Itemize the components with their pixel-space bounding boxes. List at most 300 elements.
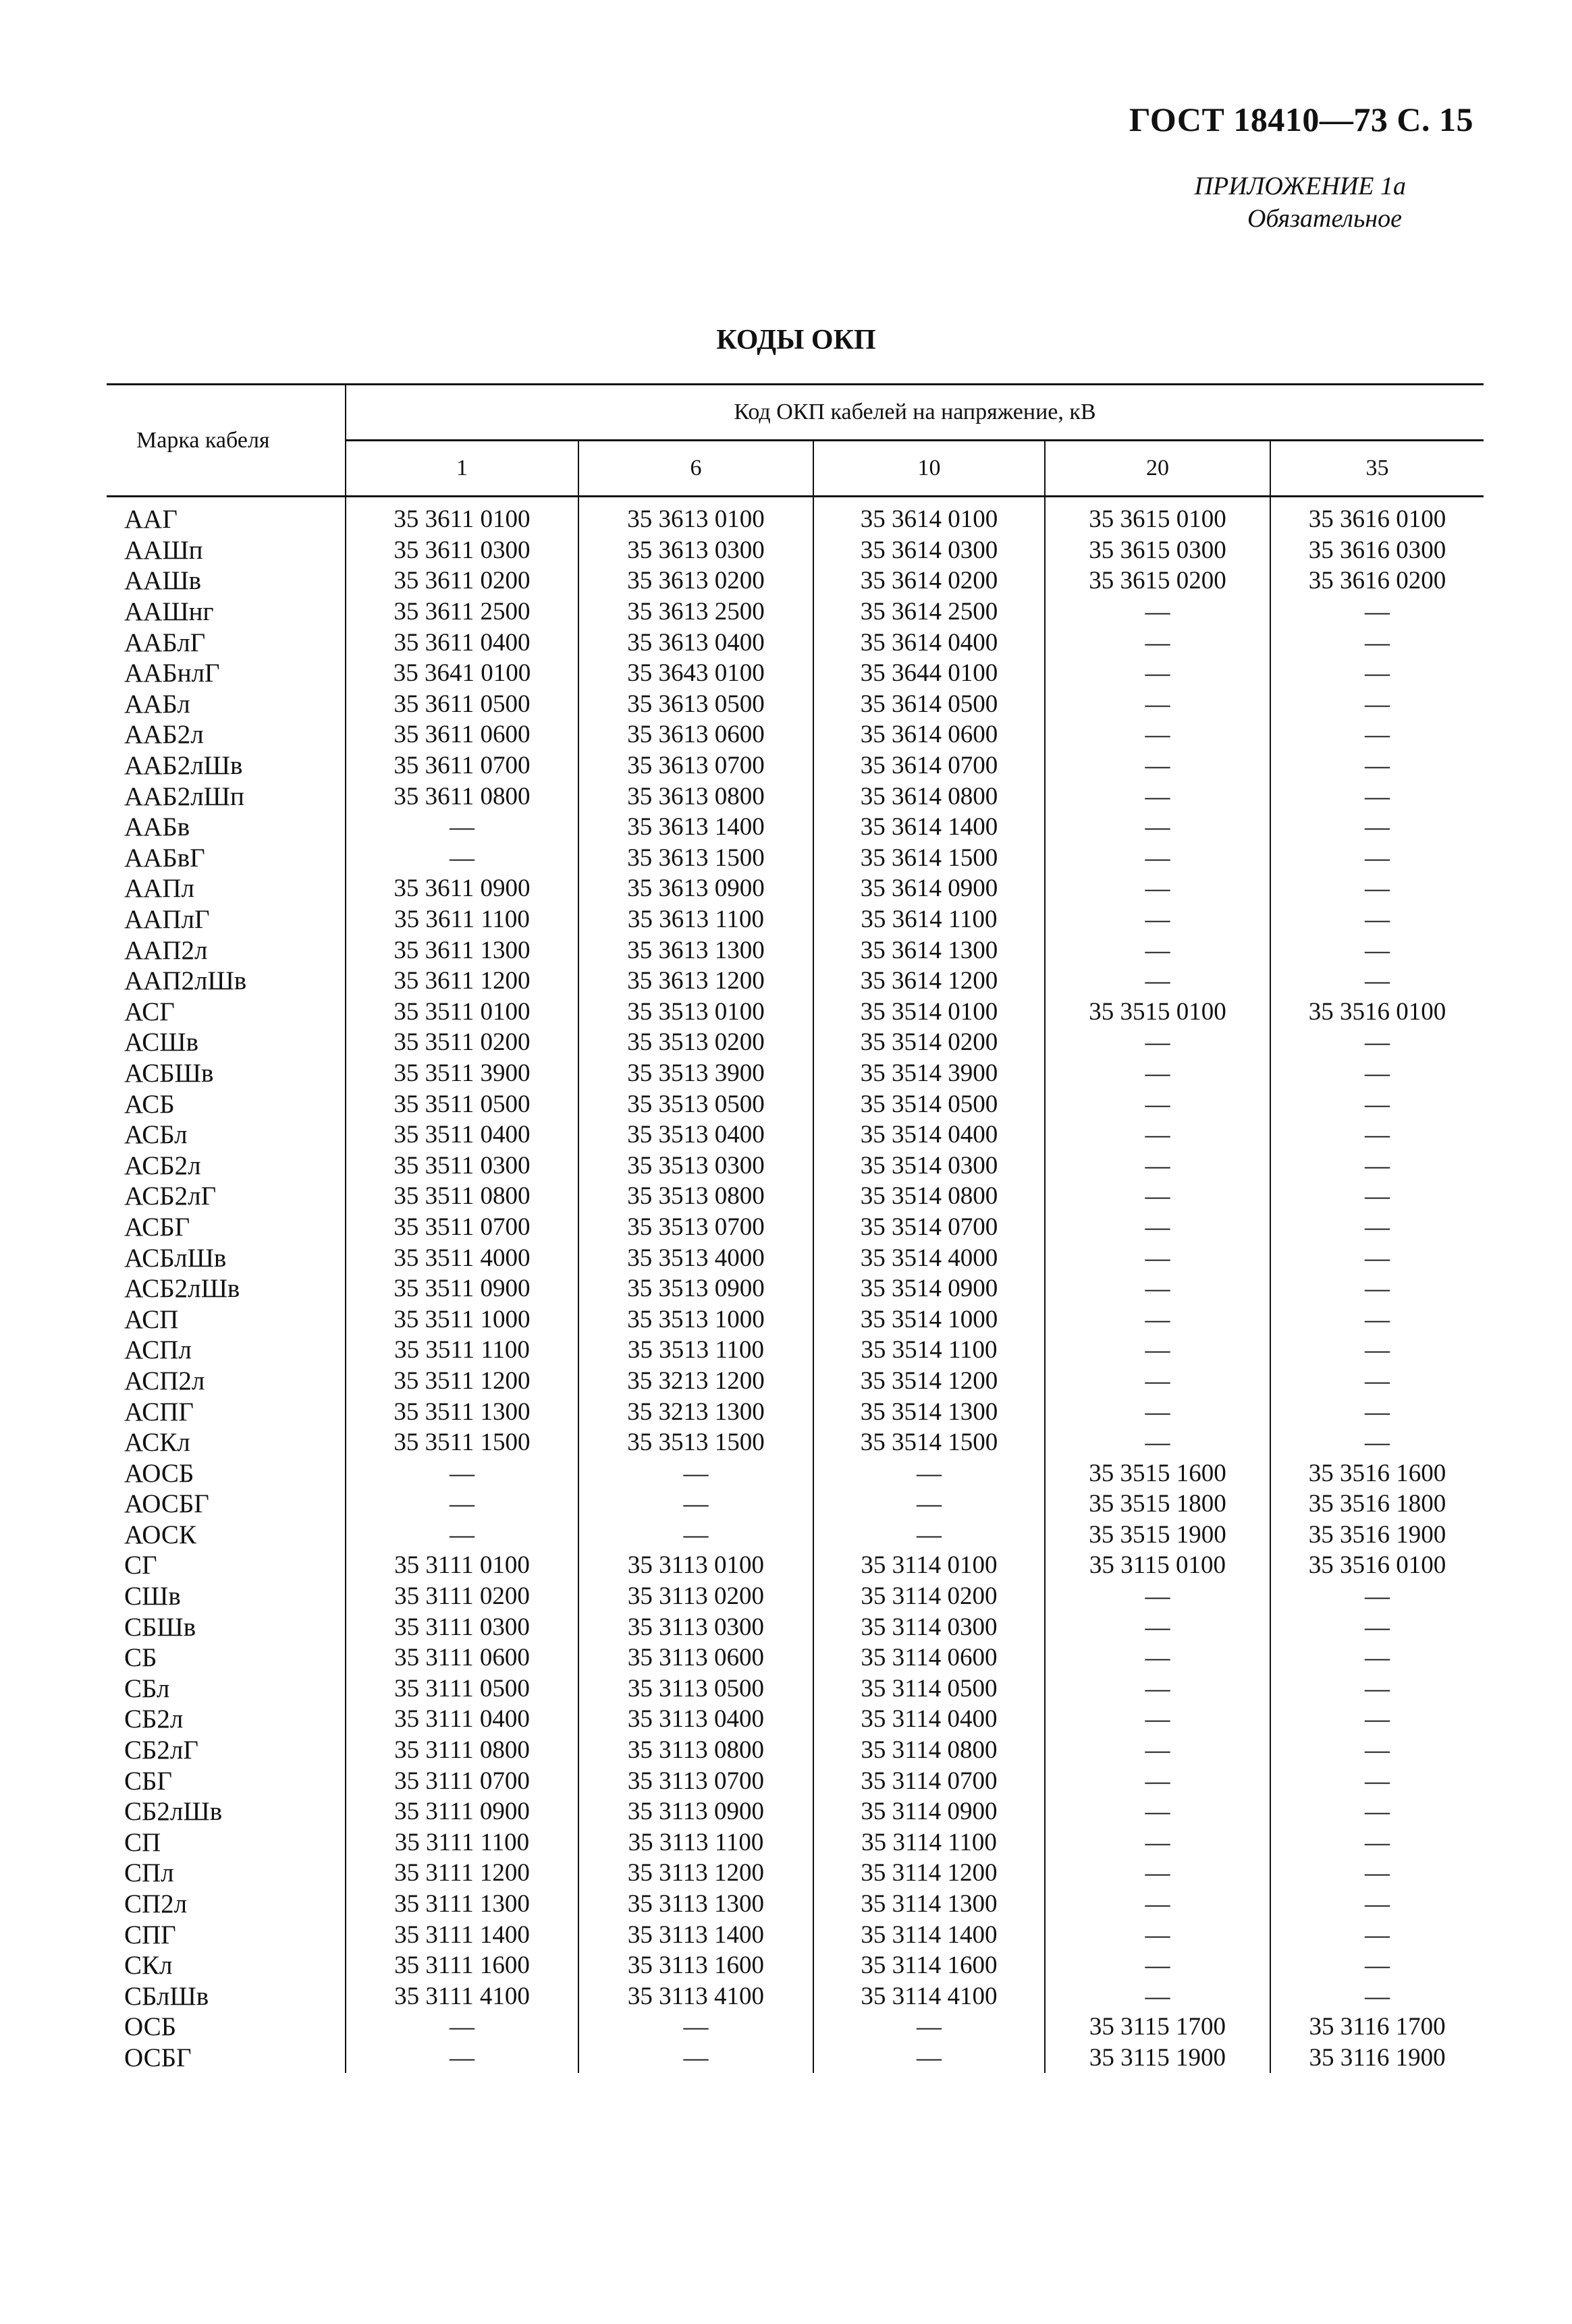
table-row <box>107 1858 1484 1889</box>
cable-brand-cell: АОСБГ <box>107 1489 346 1520</box>
okp-code-cell: 35 3114 0600 <box>813 1642 1045 1673</box>
okp-code-cell: — <box>1045 1088 1270 1119</box>
table-row <box>107 1581 1484 1612</box>
okp-code-cell: 35 3613 0500 <box>578 689 813 720</box>
okp-code-cell: 35 3514 1100 <box>813 1335 1045 1366</box>
okp-code-cell: 35 3613 1500 <box>578 843 813 874</box>
cable-brand-cell: СБШв <box>107 1611 346 1642</box>
okp-code-cell: 35 3514 1200 <box>813 1366 1045 1397</box>
okp-code-cell: 35 3513 0700 <box>578 1212 813 1243</box>
okp-code-cell: 35 3611 1300 <box>346 935 578 966</box>
okp-code-cell: 35 3614 1300 <box>813 935 1045 966</box>
okp-code-cell: 35 3111 0500 <box>346 1673 578 1705</box>
okp-code-cell: — <box>1365 1028 1390 1057</box>
voltage-column-header: 6 <box>578 441 813 497</box>
table-row <box>107 1242 1484 1273</box>
table-row <box>107 1981 1484 2012</box>
okp-code-cell: 35 3513 1500 <box>578 1427 813 1458</box>
okp-code-cell: 35 3513 0500 <box>578 1088 813 1119</box>
okp-code-cell: 35 3514 0900 <box>813 1273 1045 1304</box>
okp-code-cell: 35 3513 0200 <box>578 1027 813 1058</box>
okp-code-cell: — <box>1045 873 1270 904</box>
cable-brand-cell: СПл <box>107 1858 346 1889</box>
table-row <box>107 1611 1484 1642</box>
okp-code-cell: 35 3611 2500 <box>346 597 578 628</box>
okp-code-cell: 35 3115 0100 <box>1045 1550 1270 1581</box>
table-row <box>107 597 1484 628</box>
table-row <box>107 1796 1484 1827</box>
okp-code-cell: — <box>1365 813 1390 841</box>
appendix-label <box>1195 170 1406 235</box>
okp-code-cell: — <box>1045 966 1270 997</box>
table-row <box>107 565 1484 597</box>
okp-code-cell: 35 3114 1400 <box>813 1919 1045 1950</box>
okp-code-cell: — <box>813 2043 1045 2074</box>
table-row <box>107 689 1484 720</box>
okp-code-cell: — <box>1365 752 1390 780</box>
cable-brand-cell: АСПл <box>107 1335 346 1366</box>
cable-brand-cell: ААПлГ <box>107 904 346 935</box>
cable-brand-cell: ААШп <box>107 535 346 566</box>
okp-code-cell: 35 3643 0100 <box>578 658 813 689</box>
okp-code-cell: 35 3514 0300 <box>813 1150 1045 1181</box>
table-row <box>107 1366 1484 1397</box>
cable-brand-cell: АСБШв <box>107 1058 346 1089</box>
okp-code-cell: — <box>1045 1304 1270 1335</box>
okp-code-cell: — <box>578 1520 813 1551</box>
okp-code-cell: 35 3613 1100 <box>578 904 813 935</box>
okp-code-cell: 35 3511 1200 <box>346 1366 578 1397</box>
table-row <box>107 2043 1484 2074</box>
table-row <box>107 627 1484 658</box>
okp-code-cell: — <box>346 1458 578 1489</box>
okp-code-cell: 35 3111 4100 <box>346 1981 578 2012</box>
okp-code-cell: — <box>1365 1644 1390 1672</box>
okp-code-cell: — <box>578 2012 813 2043</box>
okp-code-cell: 35 3111 1400 <box>346 1919 578 1950</box>
okp-code-cell: 35 3514 3900 <box>813 1058 1045 1089</box>
okp-code-cell: — <box>1365 1182 1390 1211</box>
cable-brand-cell: ОСБГ <box>107 2043 346 2074</box>
cable-brand-cell: СП2л <box>107 1889 346 1920</box>
okp-code-cell: 35 3111 0200 <box>346 1581 578 1612</box>
okp-code-cell: 35 3114 1100 <box>813 1827 1045 1858</box>
okp-code-cell: 35 3514 0100 <box>813 997 1045 1028</box>
okp-code-cell: — <box>1365 782 1390 810</box>
okp-code-cell: 35 3611 0300 <box>346 535 578 566</box>
okp-code-cell: 35 3611 0200 <box>346 565 578 597</box>
cable-brand-cell: АОСБ <box>107 1458 346 1489</box>
okp-code-cell: — <box>1045 1119 1270 1151</box>
okp-code-cell: 35 3613 2500 <box>578 597 813 628</box>
voltage-column-header: 1 <box>346 441 578 497</box>
voltage-column-header: 35 <box>1270 441 1484 497</box>
okp-code-cell: — <box>1365 1674 1390 1703</box>
okp-code-cell: — <box>1365 1366 1390 1395</box>
cable-brand-cell: ААБл <box>107 689 346 720</box>
table-row <box>107 658 1484 689</box>
okp-code-cell: — <box>1045 1642 1270 1673</box>
okp-code-cell: 35 3611 0100 <box>346 497 578 535</box>
table-row <box>107 1520 1484 1551</box>
okp-code-cell: — <box>813 1458 1045 1489</box>
okp-code-cell: — <box>1045 1581 1270 1612</box>
okp-code-cell: — <box>1365 721 1390 749</box>
okp-code-cell: 35 3113 0500 <box>578 1673 813 1705</box>
okp-code-cell: 35 3114 0500 <box>813 1673 1045 1705</box>
table-row <box>107 1704 1484 1735</box>
table-row <box>107 935 1484 966</box>
okp-code-cell: — <box>578 2043 813 2074</box>
okp-code-cell: — <box>346 843 578 874</box>
okp-code-cell: 35 3613 0100 <box>578 497 813 535</box>
okp-code-cell: 35 3613 0600 <box>578 719 813 750</box>
okp-code-cell: 35 3613 1400 <box>578 812 813 843</box>
okp-code-cell: 35 3513 0300 <box>578 1150 813 1181</box>
okp-code-cell: 35 3111 0400 <box>346 1704 578 1735</box>
okp-code-cell: 35 3113 0800 <box>578 1735 813 1766</box>
table-row <box>107 1396 1484 1427</box>
okp-code-cell: — <box>1365 875 1390 903</box>
okp-code-cell: 35 3511 1100 <box>346 1335 578 1366</box>
okp-code-cell: — <box>1045 1919 1270 1950</box>
table-body <box>107 497 1484 2074</box>
okp-code-cell: 35 3111 0600 <box>346 1642 578 1673</box>
okp-code-cell: — <box>1045 627 1270 658</box>
okp-code-cell: 35 3516 1600 <box>1308 1459 1446 1487</box>
cable-brand-cell: СБГ <box>107 1765 346 1796</box>
okp-code-cell: — <box>1365 1336 1390 1364</box>
okp-code-cell: — <box>1365 1429 1390 1457</box>
okp-code-cell: — <box>1045 812 1270 843</box>
table-row <box>107 1642 1484 1673</box>
okp-code-cell: 35 3114 0100 <box>813 1550 1045 1581</box>
okp-code-cell: — <box>1365 1767 1390 1795</box>
okp-code-cell: 35 3644 0100 <box>813 658 1045 689</box>
table-row <box>107 1212 1484 1243</box>
okp-code-cell: 35 3511 0700 <box>346 1212 578 1243</box>
okp-code-cell: — <box>1365 1398 1390 1426</box>
table-row <box>107 997 1484 1028</box>
okp-code-cell: 35 3114 0900 <box>813 1796 1045 1827</box>
cable-brand-cell: СП <box>107 1827 346 1858</box>
okp-code-cell: 35 3113 0200 <box>578 1581 813 1612</box>
okp-code-cell: — <box>1045 1427 1270 1458</box>
cable-brand-cell: СШв <box>107 1581 346 1612</box>
cable-brand-cell: АСШв <box>107 1027 346 1058</box>
okp-code-cell: 35 3614 0600 <box>813 719 1045 750</box>
table-row <box>107 1181 1484 1212</box>
okp-code-cell: — <box>1045 1796 1270 1827</box>
table-row <box>107 1489 1484 1520</box>
okp-code-cell: — <box>1045 1212 1270 1243</box>
okp-code-cell: 35 3511 0500 <box>346 1088 578 1119</box>
okp-code-cell: 35 3614 1400 <box>813 812 1045 843</box>
okp-code-cell: — <box>1045 597 1270 628</box>
okp-code-cell: 35 3114 0700 <box>813 1765 1045 1796</box>
cable-brand-cell: СБ2лГ <box>107 1735 346 1766</box>
okp-code-cell: 35 3613 1200 <box>578 966 813 997</box>
okp-code-cell: 35 3115 1700 <box>1045 2012 1270 2043</box>
table-row <box>107 812 1484 843</box>
okp-code-cell: — <box>1365 1859 1390 1887</box>
voltage-column-header: 20 <box>1045 441 1270 497</box>
okp-code-cell: — <box>1045 1673 1270 1705</box>
okp-code-cell: — <box>1365 1582 1390 1611</box>
cable-brand-cell: ААБнлГ <box>107 658 346 689</box>
table-row <box>107 1919 1484 1950</box>
okp-code-cell: — <box>1045 1858 1270 1889</box>
okp-code-cell: 35 3116 1700 <box>1309 2013 1446 2041</box>
okp-code-cell: 35 3616 0100 <box>1308 505 1446 534</box>
table-row <box>107 1027 1484 1058</box>
okp-code-cell: 35 3516 0100 <box>1308 997 1446 1026</box>
okp-code-cell: — <box>813 1520 1045 1551</box>
okp-code-cell: 35 3514 0500 <box>813 1088 1045 1119</box>
okp-code-cell: 35 3113 0100 <box>578 1550 813 1581</box>
okp-code-cell: 35 3613 0700 <box>578 750 813 781</box>
table-row <box>107 1673 1484 1705</box>
table-row <box>107 1827 1484 1858</box>
okp-code-cell: 35 3213 1300 <box>578 1396 813 1427</box>
okp-code-cell: — <box>1365 936 1390 964</box>
table-row <box>107 497 1484 535</box>
okp-code-cell: 35 3511 0800 <box>346 1181 578 1212</box>
table-row <box>107 1458 1484 1489</box>
table-row <box>107 750 1484 781</box>
okp-code-cell: — <box>346 812 578 843</box>
okp-code-cell: — <box>1365 1952 1390 1980</box>
okp-code-cell: — <box>1045 1335 1270 1366</box>
okp-code-cell: 35 3213 1200 <box>578 1366 813 1397</box>
okp-code-cell: 35 3515 1800 <box>1045 1489 1270 1520</box>
okp-code-cell: 35 3511 0200 <box>346 1027 578 1058</box>
okp-code-cell: 35 3113 0700 <box>578 1765 813 1796</box>
table-row <box>107 1058 1484 1089</box>
page-header: ГОСТ 18410—73 С. 15 <box>1129 101 1473 138</box>
voltage-group-header: Код ОКП кабелей на напряжение, кВ <box>346 385 1484 441</box>
table-row <box>107 1950 1484 1981</box>
cable-brand-cell: АСБ <box>107 1088 346 1119</box>
okp-code-cell: 35 3514 1000 <box>813 1304 1045 1335</box>
okp-code-cell: — <box>1045 1027 1270 1058</box>
cable-brand-cell: АСПГ <box>107 1396 346 1427</box>
okp-code-cell: 35 3616 0200 <box>1308 567 1446 595</box>
okp-code-cell: — <box>1045 1366 1270 1397</box>
okp-code-cell: 35 3613 0900 <box>578 873 813 904</box>
okp-code-cell: 35 3516 0100 <box>1308 1551 1446 1580</box>
okp-code-cell: — <box>1365 1151 1390 1180</box>
okp-code-cell: — <box>1045 1611 1270 1642</box>
okp-code-cell: — <box>1045 1765 1270 1796</box>
cable-brand-cell: СБлШв <box>107 1981 346 2012</box>
okp-code-cell: — <box>346 1489 578 1520</box>
okp-code-cell: 35 3114 0800 <box>813 1735 1045 1766</box>
okp-code-cell: 35 3614 0500 <box>813 689 1045 720</box>
table-row <box>107 1335 1484 1366</box>
okp-code-cell: 35 3115 1900 <box>1045 2043 1270 2074</box>
okp-code-cell: 35 3111 0900 <box>346 1796 578 1827</box>
cable-brand-cell: ААБлГ <box>107 627 346 658</box>
okp-code-cell: 35 3611 0900 <box>346 873 578 904</box>
okp-code-cell: — <box>1365 1613 1390 1641</box>
okp-code-cell: — <box>1045 658 1270 689</box>
table-row <box>107 1889 1484 1920</box>
okp-code-cell: 35 3113 1600 <box>578 1950 813 1981</box>
okp-code-cell: 35 3515 1600 <box>1045 1458 1270 1489</box>
cable-brand-cell: СБ <box>107 1642 346 1673</box>
cable-brand-cell: ААП2л <box>107 935 346 966</box>
voltage-column-header: 10 <box>813 441 1045 497</box>
cable-brand-cell: АСП2л <box>107 1366 346 1397</box>
okp-code-cell: 35 3116 1900 <box>1309 2043 1446 2072</box>
okp-code-cell: 35 3613 0300 <box>578 535 813 566</box>
okp-code-cell: — <box>1365 1275 1390 1303</box>
okp-code-cell: 35 3114 4100 <box>813 1981 1045 2012</box>
cable-brand-cell: СБ2л <box>107 1704 346 1735</box>
okp-code-cell: — <box>1045 1704 1270 1735</box>
appendix-title: ПРИЛОЖЕНИЕ 1а <box>1194 172 1406 200</box>
cable-brand-cell: АСП <box>107 1304 346 1335</box>
cable-brand-cell: СБ2лШв <box>107 1796 346 1827</box>
cable-brand-cell: АСБГ <box>107 1212 346 1243</box>
okp-code-cell: — <box>1365 1736 1390 1765</box>
okp-code-cell: 35 3114 1200 <box>813 1858 1045 1889</box>
okp-code-cell: 35 3514 1300 <box>813 1396 1045 1427</box>
okp-code-cell: 35 3113 1300 <box>578 1889 813 1920</box>
okp-code-cell: 35 3113 0300 <box>578 1611 813 1642</box>
okp-code-cell: 35 3111 1300 <box>346 1889 578 1920</box>
okp-code-cell: 35 3514 1500 <box>813 1427 1045 1458</box>
okp-code-cell: 35 3113 1200 <box>578 1858 813 1889</box>
okp-code-cell: 35 3514 0800 <box>813 1181 1045 1212</box>
okp-code-cell: 35 3113 4100 <box>578 1981 813 2012</box>
okp-code-cell: 35 3111 0700 <box>346 1765 578 1796</box>
okp-code-cell: — <box>1045 719 1270 750</box>
cable-brand-cell: ААБ2л <box>107 719 346 750</box>
cable-brand-cell: ААБвГ <box>107 843 346 874</box>
okp-code-cell: — <box>1365 1798 1390 1826</box>
okp-code-cell: 35 3513 4000 <box>578 1242 813 1273</box>
table-row <box>107 1273 1484 1304</box>
okp-code-cell: 35 3515 0100 <box>1045 997 1270 1028</box>
okp-code-cell: 35 3111 0100 <box>346 1550 578 1581</box>
okp-code-cell: — <box>1045 1242 1270 1273</box>
okp-code-cell: — <box>346 1520 578 1551</box>
okp-code-cell: — <box>1365 1121 1390 1149</box>
table-row <box>107 904 1484 935</box>
table-row <box>107 781 1484 812</box>
okp-code-cell: — <box>1365 967 1390 995</box>
okp-code-cell: 35 3513 1100 <box>578 1335 813 1366</box>
okp-code-cell: — <box>1045 1981 1270 2012</box>
okp-code-cell: 35 3616 0300 <box>1308 536 1446 564</box>
okp-code-cell: 35 3614 0800 <box>813 781 1045 812</box>
okp-code-cell: 35 3613 0200 <box>578 565 813 597</box>
okp-code-cell: — <box>1365 1828 1390 1856</box>
okp-code-cell: 35 3513 0800 <box>578 1181 813 1212</box>
okp-code-cell: 35 3641 0100 <box>346 658 578 689</box>
okp-code-cell: 35 3611 0800 <box>346 781 578 812</box>
cable-brand-cell: ААШнг <box>107 597 346 628</box>
okp-code-cell: — <box>1045 1396 1270 1427</box>
cable-brand-cell: СКл <box>107 1950 346 1981</box>
okp-code-cell: 35 3511 0400 <box>346 1119 578 1151</box>
cable-brand-cell: СПГ <box>107 1919 346 1950</box>
okp-code-cell: — <box>578 1489 813 1520</box>
okp-code-cell: — <box>1365 1920 1390 1949</box>
okp-code-cell: — <box>1365 1982 1390 2010</box>
table-row <box>107 719 1484 750</box>
okp-code-cell: — <box>1365 1059 1390 1087</box>
okp-code-cell: — <box>1365 1890 1390 1918</box>
okp-codes-table <box>107 383 1484 2073</box>
okp-code-cell: — <box>1365 1244 1390 1272</box>
okp-code-cell: 35 3511 1500 <box>346 1427 578 1458</box>
okp-code-cell: 35 3514 0400 <box>813 1119 1045 1151</box>
okp-code-cell: — <box>1365 659 1390 688</box>
okp-code-cell: — <box>813 2012 1045 2043</box>
okp-code-cell: 35 3516 1800 <box>1308 1490 1446 1518</box>
cable-brand-cell: АСКл <box>107 1427 346 1458</box>
cable-brand-cell: ААБ2лШп <box>107 781 346 812</box>
okp-code-cell: — <box>346 2043 578 2074</box>
okp-code-cell: 35 3513 0100 <box>578 997 813 1028</box>
okp-code-cell: 35 3614 1200 <box>813 966 1045 997</box>
cable-brand-cell: ААШв <box>107 565 346 597</box>
okp-code-cell: 35 3511 0900 <box>346 1273 578 1304</box>
okp-code-cell: — <box>1365 843 1390 872</box>
cable-brand-cell: ААГ <box>107 497 346 535</box>
okp-code-cell: — <box>1365 1705 1390 1734</box>
okp-code-cell: — <box>1045 1058 1270 1089</box>
okp-code-cell: 35 3516 1900 <box>1308 1520 1446 1549</box>
table-row <box>107 966 1484 997</box>
okp-code-cell: 35 3514 4000 <box>813 1242 1045 1273</box>
okp-code-cell: 35 3513 3900 <box>578 1058 813 1089</box>
okp-code-cell: — <box>1045 781 1270 812</box>
okp-code-cell: 35 3113 1400 <box>578 1919 813 1950</box>
okp-code-cell: 35 3113 1100 <box>578 1827 813 1858</box>
okp-code-cell: 35 3511 4000 <box>346 1242 578 1273</box>
okp-code-cell: 35 3614 1100 <box>813 904 1045 935</box>
okp-code-cell: 35 3614 0200 <box>813 565 1045 597</box>
appendix-status: Обязательное <box>1247 204 1402 233</box>
okp-code-cell: 35 3514 0200 <box>813 1027 1045 1058</box>
cable-brand-cell: СБл <box>107 1673 346 1705</box>
table-row <box>107 2012 1484 2043</box>
cable-brand-cell: ААБ2лШв <box>107 750 346 781</box>
okp-code-cell: — <box>1045 1827 1270 1858</box>
okp-code-cell: 35 3111 1200 <box>346 1858 578 1889</box>
okp-code-cell: 35 3614 0900 <box>813 873 1045 904</box>
okp-code-cell: 35 3511 1300 <box>346 1396 578 1427</box>
table-row <box>107 1150 1484 1181</box>
okp-code-cell: 35 3113 0400 <box>578 1704 813 1735</box>
okp-code-cell: 35 3113 0900 <box>578 1796 813 1827</box>
okp-code-cell: 35 3615 0200 <box>1045 565 1270 597</box>
cable-brand-cell: АСБлШв <box>107 1242 346 1273</box>
cable-brand-cell: АСБл <box>107 1119 346 1151</box>
cable-brand-cell: СГ <box>107 1550 346 1581</box>
cable-brand-cell: ОСБ <box>107 2012 346 2043</box>
table-row <box>107 1765 1484 1796</box>
okp-code-cell: 35 3615 0300 <box>1045 535 1270 566</box>
okp-code-cell: 35 3114 0400 <box>813 1704 1045 1735</box>
okp-code-cell: 35 3114 0200 <box>813 1581 1045 1612</box>
okp-code-cell: — <box>1045 935 1270 966</box>
okp-code-cell: — <box>1365 1213 1390 1241</box>
